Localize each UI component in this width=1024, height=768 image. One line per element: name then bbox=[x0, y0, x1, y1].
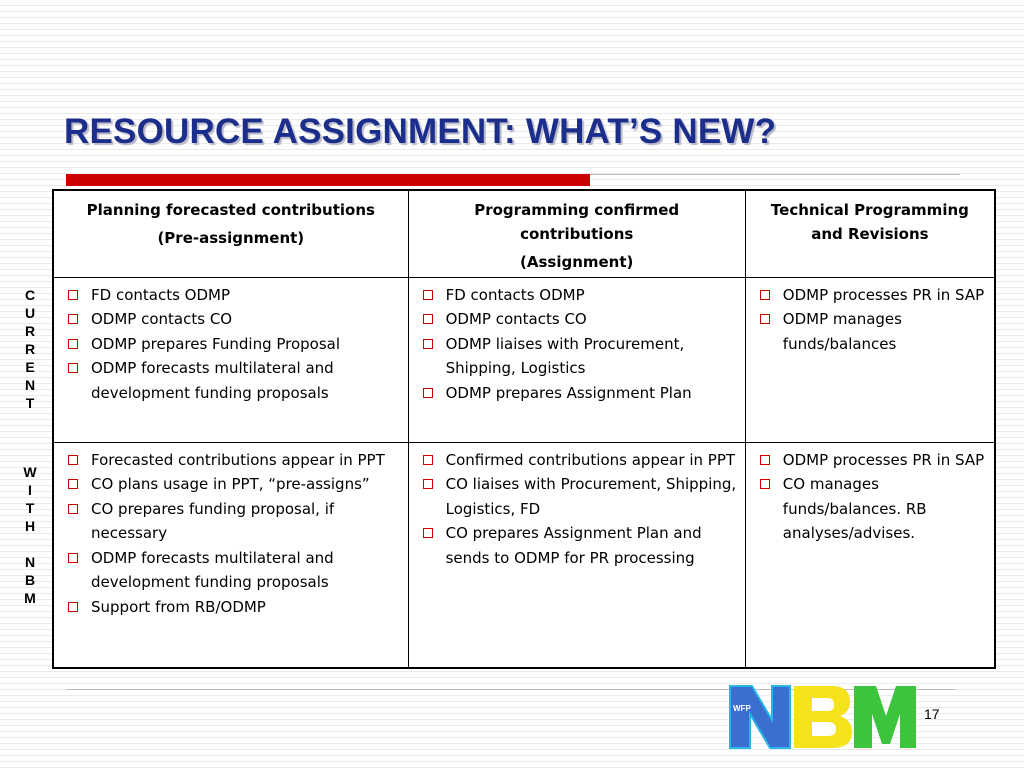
cell-nbm-programming bbox=[408, 442, 745, 668]
resource-assignment-table bbox=[52, 189, 996, 669]
bullet-item: FD contacts ODMP bbox=[68, 283, 402, 308]
header-subtitle: (Pre-assignment) bbox=[157, 229, 305, 247]
side-label-letter: M bbox=[24, 590, 36, 606]
bullet-item: Forecasted contributions appear in PPT bbox=[68, 448, 402, 473]
cell-current-programming bbox=[408, 277, 745, 442]
bullet-item: Confirmed contributions appear in PPT bbox=[423, 448, 739, 473]
cell-current-planning bbox=[53, 277, 408, 442]
cell-nbm-planning bbox=[53, 442, 408, 668]
bullet-item: CO manages funds/balances. RB analyses/advises. bbox=[760, 472, 988, 546]
header-programming bbox=[408, 190, 745, 277]
side-label-letter: T bbox=[25, 395, 35, 411]
side-label-letter: B bbox=[24, 572, 36, 588]
cell-current-technical bbox=[745, 277, 995, 442]
side-label-letter: E bbox=[25, 359, 35, 375]
bullet-item: ODMP prepares Funding Proposal bbox=[68, 332, 402, 357]
header-technical bbox=[745, 190, 995, 277]
logo-text: WFP bbox=[733, 704, 751, 713]
side-label-letter: R bbox=[24, 323, 36, 339]
side-label-letter: N bbox=[24, 377, 36, 393]
slide-title: RESOURCE ASSIGNMENT: WHAT’S NEW? bbox=[64, 112, 777, 151]
header-planning bbox=[53, 190, 408, 277]
side-label-letter: H bbox=[24, 518, 36, 534]
side-label-letter: R bbox=[24, 341, 36, 357]
bullet-item: ODMP liaises with Procurement, Shipping, Logistics bbox=[423, 332, 739, 381]
title-thin-rule bbox=[590, 174, 960, 175]
bullet-item: ODMP forecasts multilateral and development funding proposals bbox=[68, 546, 402, 595]
side-label-current bbox=[20, 286, 40, 412]
bullet-item: CO prepares funding proposal, if necessary bbox=[68, 497, 402, 546]
bullet-item: ODMP contacts CO bbox=[423, 307, 739, 332]
cell-nbm-technical bbox=[745, 442, 995, 668]
title-accent-rule bbox=[66, 174, 590, 186]
bullet-item: ODMP processes PR in SAP bbox=[760, 448, 988, 473]
bullet-item: FD contacts ODMP bbox=[423, 283, 739, 308]
side-label-letter: N bbox=[24, 554, 36, 570]
side-label-with-nbm bbox=[20, 463, 40, 607]
bullet-item: CO liaises with Procurement, Shipping, Logistics, FD bbox=[423, 472, 739, 521]
bullet-item: CO prepares Assignment Plan and sends to ODMP for PR processing bbox=[423, 521, 739, 570]
header-title: Planning forecasted contributions bbox=[86, 201, 375, 219]
header-title: Technical Programming and Revisions bbox=[770, 201, 969, 243]
header-title: Programming confirmed contributions bbox=[474, 201, 680, 243]
side-label-letter bbox=[20, 535, 40, 553]
bullet-item: ODMP forecasts multilateral and development funding proposals bbox=[68, 356, 402, 405]
side-label-letter: I bbox=[28, 482, 32, 498]
table-header-row bbox=[53, 190, 995, 277]
nbm-puzzle-logo-icon bbox=[728, 682, 918, 750]
bullet-item: ODMP manages funds/balances bbox=[760, 307, 988, 356]
side-label-letter: W bbox=[23, 464, 37, 480]
header-subtitle: (Assignment) bbox=[520, 253, 634, 271]
bullet-item: ODMP prepares Assignment Plan bbox=[423, 381, 739, 406]
side-label-letter: U bbox=[24, 305, 36, 321]
bullet-item: ODMP processes PR in SAP bbox=[760, 283, 988, 308]
bullet-item: CO plans usage in PPT, “pre-assigns” bbox=[68, 472, 402, 497]
table-row-current bbox=[53, 277, 995, 442]
table-row-with-nbm bbox=[53, 442, 995, 668]
page-number: 17 bbox=[924, 706, 940, 722]
bullet-item: Support from RB/ODMP bbox=[68, 595, 402, 620]
side-label-letter: C bbox=[24, 287, 36, 303]
bullet-item: ODMP contacts CO bbox=[68, 307, 402, 332]
side-label-letter: T bbox=[25, 500, 35, 516]
